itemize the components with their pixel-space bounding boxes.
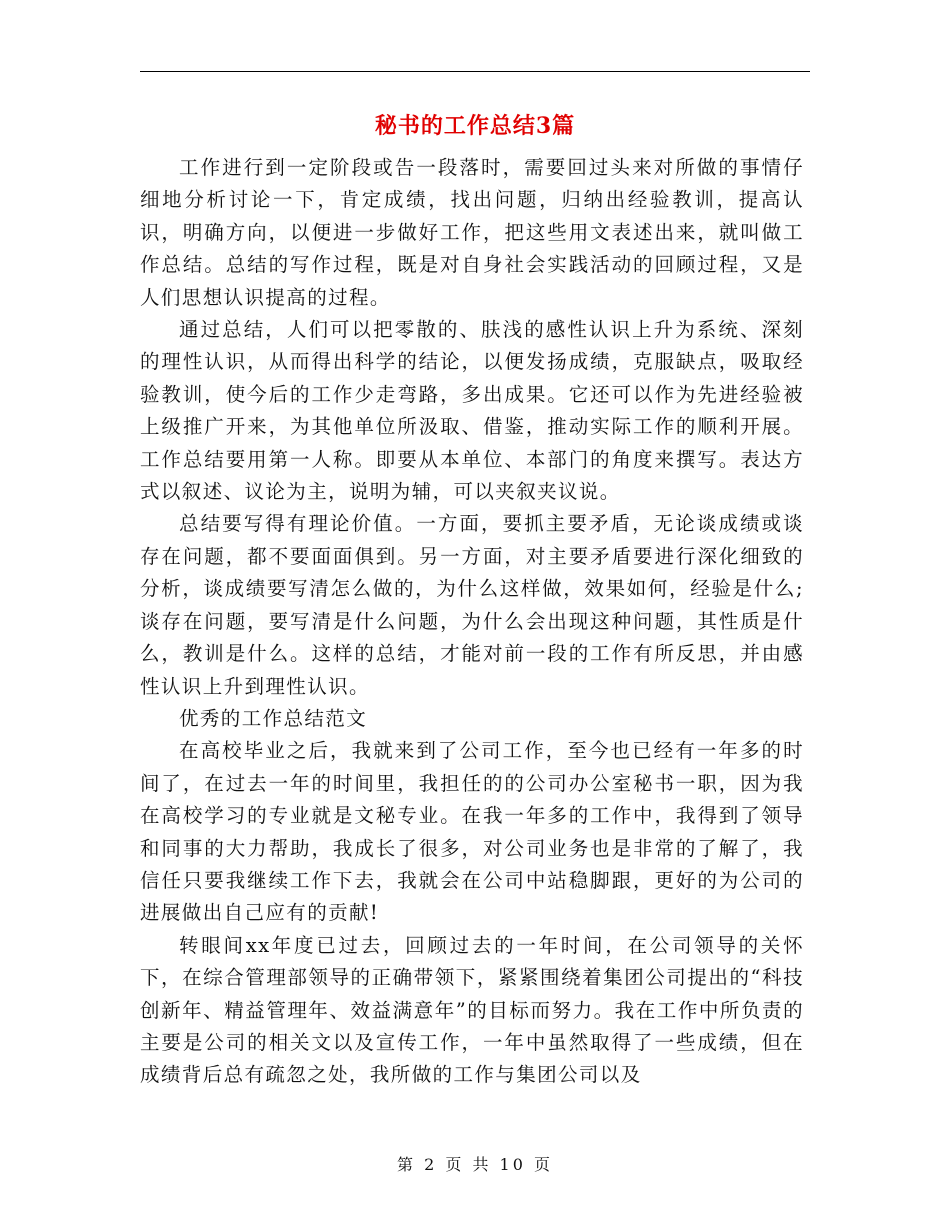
header-rule <box>140 71 810 72</box>
paragraph-1: 工作进行到一定阶段或告一段落时，需要回过头来对所做的事情仔细地分析讨论一下，肯定成绩，找出问题，归纳出经验教训，提高认识，明确方向，以便进一步做好工作，把这些用文表述出来，就叫做工作总结。总结的写作过程，既是对自身社会实践活动的回顾过程，又是人们思想认识提高的过程。 <box>140 156 804 309</box>
paragraph-3: 总结要写得有理论价值。一方面，要抓主要矛盾，无论谈成绩或谈存在问题，都不要面面俱到。另一方面，对主要矛盾要进行深化细致的分析，谈成绩要写清怎么做的，为什么这样做，效果如何，经验是什么;谈存在问题，要写清是什么问题，为什么会出现这种问题，其性质是什么，教训是什么。这样的总结，才能对前一段的工作有所反思，并由感性认识上升到理性认识。 <box>140 512 804 698</box>
paragraph-5: 转眼间xx年度已过去，回顾过去的一年时间，在公司领导的关怀下，在综合管理部领导的正确带领下，紧紧围绕着集团公司提出的“科技创新年、精益管理年、效益满意年”的目标而努力。我在工作中所负责的主要是公司的相关文以及宣传工作，一年中虽然取得了一些成绩，但在成绩背后总有疏忽之处，我所做的工作与集团公司以及 <box>140 933 804 1087</box>
page-number: 第 2 页 共 10 页 <box>397 1155 553 1174</box>
document-body <box>140 152 804 1092</box>
document-title: 秘书的工作总结3篇 <box>374 113 576 139</box>
paragraph-4: 在高校毕业之后，我就来到了公司工作，至今也已经有一年多的时间了，在过去一年的时间里，我担任的的公司办公室秘书一职，因为我在高校学习的专业就是文秘专业。在我一年多的工作中，我得到了领导和同事的大力帮助，我成长了很多，对公司业务也是非常的了解了，我信任只要我继续工作下去，我就会在公司中站稳脚跟，更好的为公司的进展做出自己应有的贡献! <box>140 739 804 925</box>
section-heading: 优秀的工作总结范文 <box>179 706 368 730</box>
paragraph-2: 通过总结，人们可以把零散的、肤浅的感性认识上升为系统、深刻的理性认识，从而得出科学的结论，以便发扬成绩，克服缺点，吸取经验教训，使今后的工作少走弯路，多出成果。它还可以作为先进经验被上级推广开来，为其他单位所汲取、借鉴，推动实际工作的顺利开展。工作总结要用第一人称。即要从本单位、本部门的角度来撰写。表达方式以叙述、议论为主，说明为辅，可以夹叙夹议说。 <box>140 318 804 504</box>
